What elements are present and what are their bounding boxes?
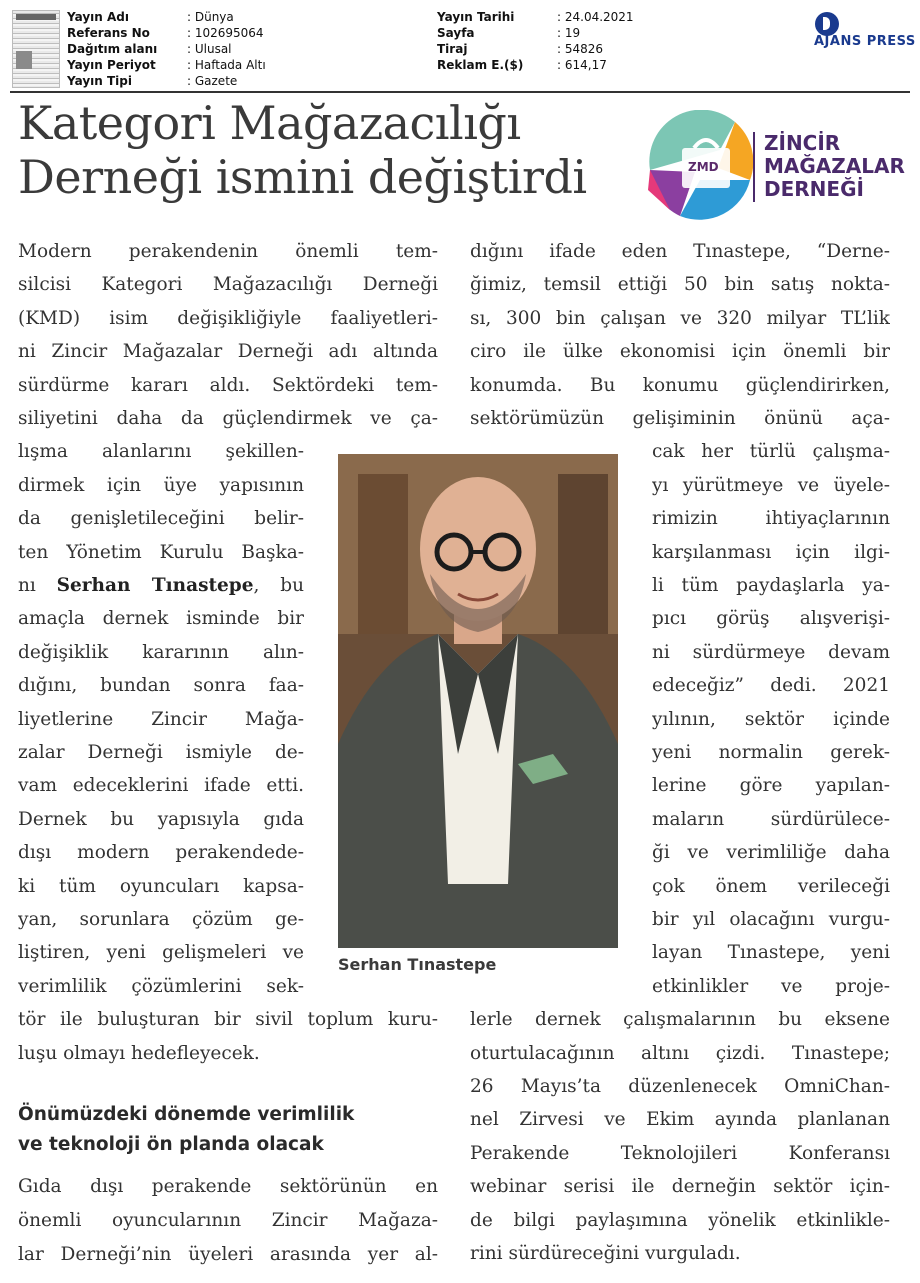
right-label: Reklam E.($) [437, 58, 524, 72]
text-line: ni Zincir Mağazalar Derneği adı altında [18, 341, 438, 363]
text-line: liyetlerine Zincir Mağa- [18, 708, 304, 730]
text-line: dirmek için üye yapısının [18, 474, 304, 496]
person-name: Serhan Tınastepe [56, 575, 254, 596]
text-line: 26 Mayıs’ta düzenlenecek OmniChan- [470, 1076, 890, 1097]
text-line: Modern perakendenin önemli tem- [18, 241, 438, 262]
text-line: webinar serisi ile derneğin sektör için- [470, 1176, 890, 1198]
ajans-press-brand: AJANS PRESS [814, 34, 916, 49]
text-line: oturtulacağının altını çizdi. Tınastepe; [470, 1042, 890, 1064]
text-line: (KMD) isim değişikliğiyle faaliyetleri- [18, 307, 438, 329]
text-line: sı, 300 bin çalışan ve 320 milyar TL’lik [470, 307, 890, 329]
logo-word-3: DERNEĞİ [764, 177, 864, 201]
text-line: Gıda dışı perakende sektörünün en [18, 1176, 438, 1197]
left-value: : Dünya [187, 10, 234, 24]
text-line: cak her türlü çalışma- [652, 441, 890, 463]
text-line: lerle dernek çalışmalarının bu eksene [470, 1009, 890, 1031]
left-label: Yayın Adı [67, 10, 129, 24]
left-label: Yayın Periyot [67, 58, 156, 72]
text-line: da genişletileceğini belir- [18, 508, 304, 530]
text-line: rini sürdüreceğini vurguladı. [470, 1243, 741, 1264]
left-value: : Ulusal [187, 42, 232, 56]
text-line: nel Zirvesi ve Ekim ayında planlanan [470, 1109, 890, 1131]
headline-line-2: Derneği ismini değiştirdi [18, 150, 587, 204]
text-line: liştiren, yeni gelişmeleri ve [18, 942, 304, 964]
text-line: konumda. Bu konumu güçlendirirken, [470, 374, 890, 396]
zmd-badge: ZMD [688, 160, 719, 174]
text-line: pıcı görüş alışverişi- [652, 608, 890, 630]
text-line: silcisi Kategori Mağazacılığı Derneği [18, 274, 438, 296]
text-line: edeceğiz” dedi. 2021 [652, 675, 890, 697]
right-value: : 614,17 [557, 58, 607, 72]
text-fragment: nı [18, 575, 57, 596]
text-line: sürdürme kararı aldı. Sektördeki tem- [18, 374, 438, 396]
text-line: Perakende Teknolojileri Konferansı [470, 1142, 890, 1164]
text-line: amaçla dernek isminde bir [18, 608, 304, 630]
text-line: ten Yönetim Kurulu Başka- [18, 541, 304, 563]
right-value: : 54826 [557, 42, 604, 56]
text-line: önemli oyuncularının Zincir Mağaza- [18, 1210, 438, 1231]
text-line: bir yıl olacağını vurgu- [652, 909, 890, 930]
left-value: : 102695064 [187, 26, 264, 40]
text-line: değişiklik kararının alın- [18, 641, 304, 663]
text-line: Dernek bu yapısıyla gıda [18, 808, 304, 830]
text-line: dışı modern perakendede- [18, 842, 304, 864]
text-line: lerine göre yapılan- [652, 775, 890, 797]
text-line: dığını ifade eden Tınastepe, “Derne- [470, 241, 890, 262]
text-line: dığını, bundan sonra faa- [18, 675, 304, 697]
text-line: siliyetini daha da güçlendirmek ve ça- [18, 408, 438, 429]
right-label: Sayfa [437, 26, 475, 40]
text-line: vam edeceklerini ifade etti. [18, 775, 304, 797]
text-line: zalar Derneği ismiyle de- [18, 742, 304, 763]
text-line: yı yürütmeye ve üyele- [652, 474, 890, 496]
left-label: Referans No [67, 26, 150, 40]
text-line: rimizin ihtiyaçlarının [652, 508, 890, 530]
text-line: karşılanması için ilgi- [652, 541, 890, 563]
right-label: Tiraj [437, 42, 468, 56]
text-line: maların sürdürülece- [652, 808, 890, 830]
section-subheading: ve teknoloji ön planda olacak [18, 1134, 324, 1155]
text-line: yan, sorunlara çözüm ge- [18, 909, 304, 930]
left-value: : Haftada Altı [187, 58, 266, 72]
text-fragment: , bu [253, 575, 304, 596]
text-line: layan Tınastepe, yeni [652, 942, 890, 964]
text-line: luşu olmayı hedefleyecek. [18, 1042, 260, 1064]
right-value: : 19 [557, 26, 581, 40]
left-label: Yayın Tipi [67, 74, 132, 88]
text-line: lışma alanlarını şekillen- [18, 441, 304, 463]
photo-caption: Serhan Tınastepe [338, 955, 497, 974]
text-line: çok önem verileceği [652, 875, 890, 897]
text-line: yeni normalin gerek- [652, 742, 890, 763]
text-line: ğimiz, temsil ettiği 50 bin satış nokta- [470, 274, 890, 296]
left-label: Dağıtım alanı [67, 42, 158, 56]
text-line: lar Derneği’nin üyeleri arasında yer al- [18, 1244, 438, 1265]
text-line: sektörümüzün gelişiminin önünü aça- [470, 408, 890, 429]
text-line: li tüm paydaşlarla ya- [652, 575, 890, 596]
logo-word-2: MAĞAZALAR [764, 154, 905, 178]
headline-line-1: Kategori Mağazacılığı [18, 96, 521, 150]
left-value: : Gazete [187, 74, 238, 88]
text-line: ki tüm oyuncuları kapsa- [18, 875, 304, 897]
right-label: Yayın Tarihi [437, 10, 515, 24]
text-line: ciro ile ülke ekonomisi için önemli bir [470, 341, 890, 363]
text-line [18, 569, 304, 602]
text-line: yılının, sektör içinde [652, 708, 890, 730]
text-line: de bilgi paylaşımına yönelik etkinlikle- [470, 1209, 890, 1231]
section-subheading: Önümüzdeki dönemde verimlilik [18, 1104, 355, 1125]
text-line: ği ve verimliliğe daha [652, 842, 890, 864]
right-value: : 24.04.2021 [557, 10, 634, 24]
portrait-photo [338, 454, 618, 948]
text-line: etkinlikler ve proje- [652, 975, 890, 997]
text-line: tör ile buluşturan bir sivil toplum kuru- [18, 1009, 438, 1031]
text-line: verimlilik çözümlerini sek- [18, 975, 304, 997]
logo-word-1: ZİNCİR [764, 131, 841, 155]
text-line: ni sürdürmeye devam [652, 641, 890, 663]
